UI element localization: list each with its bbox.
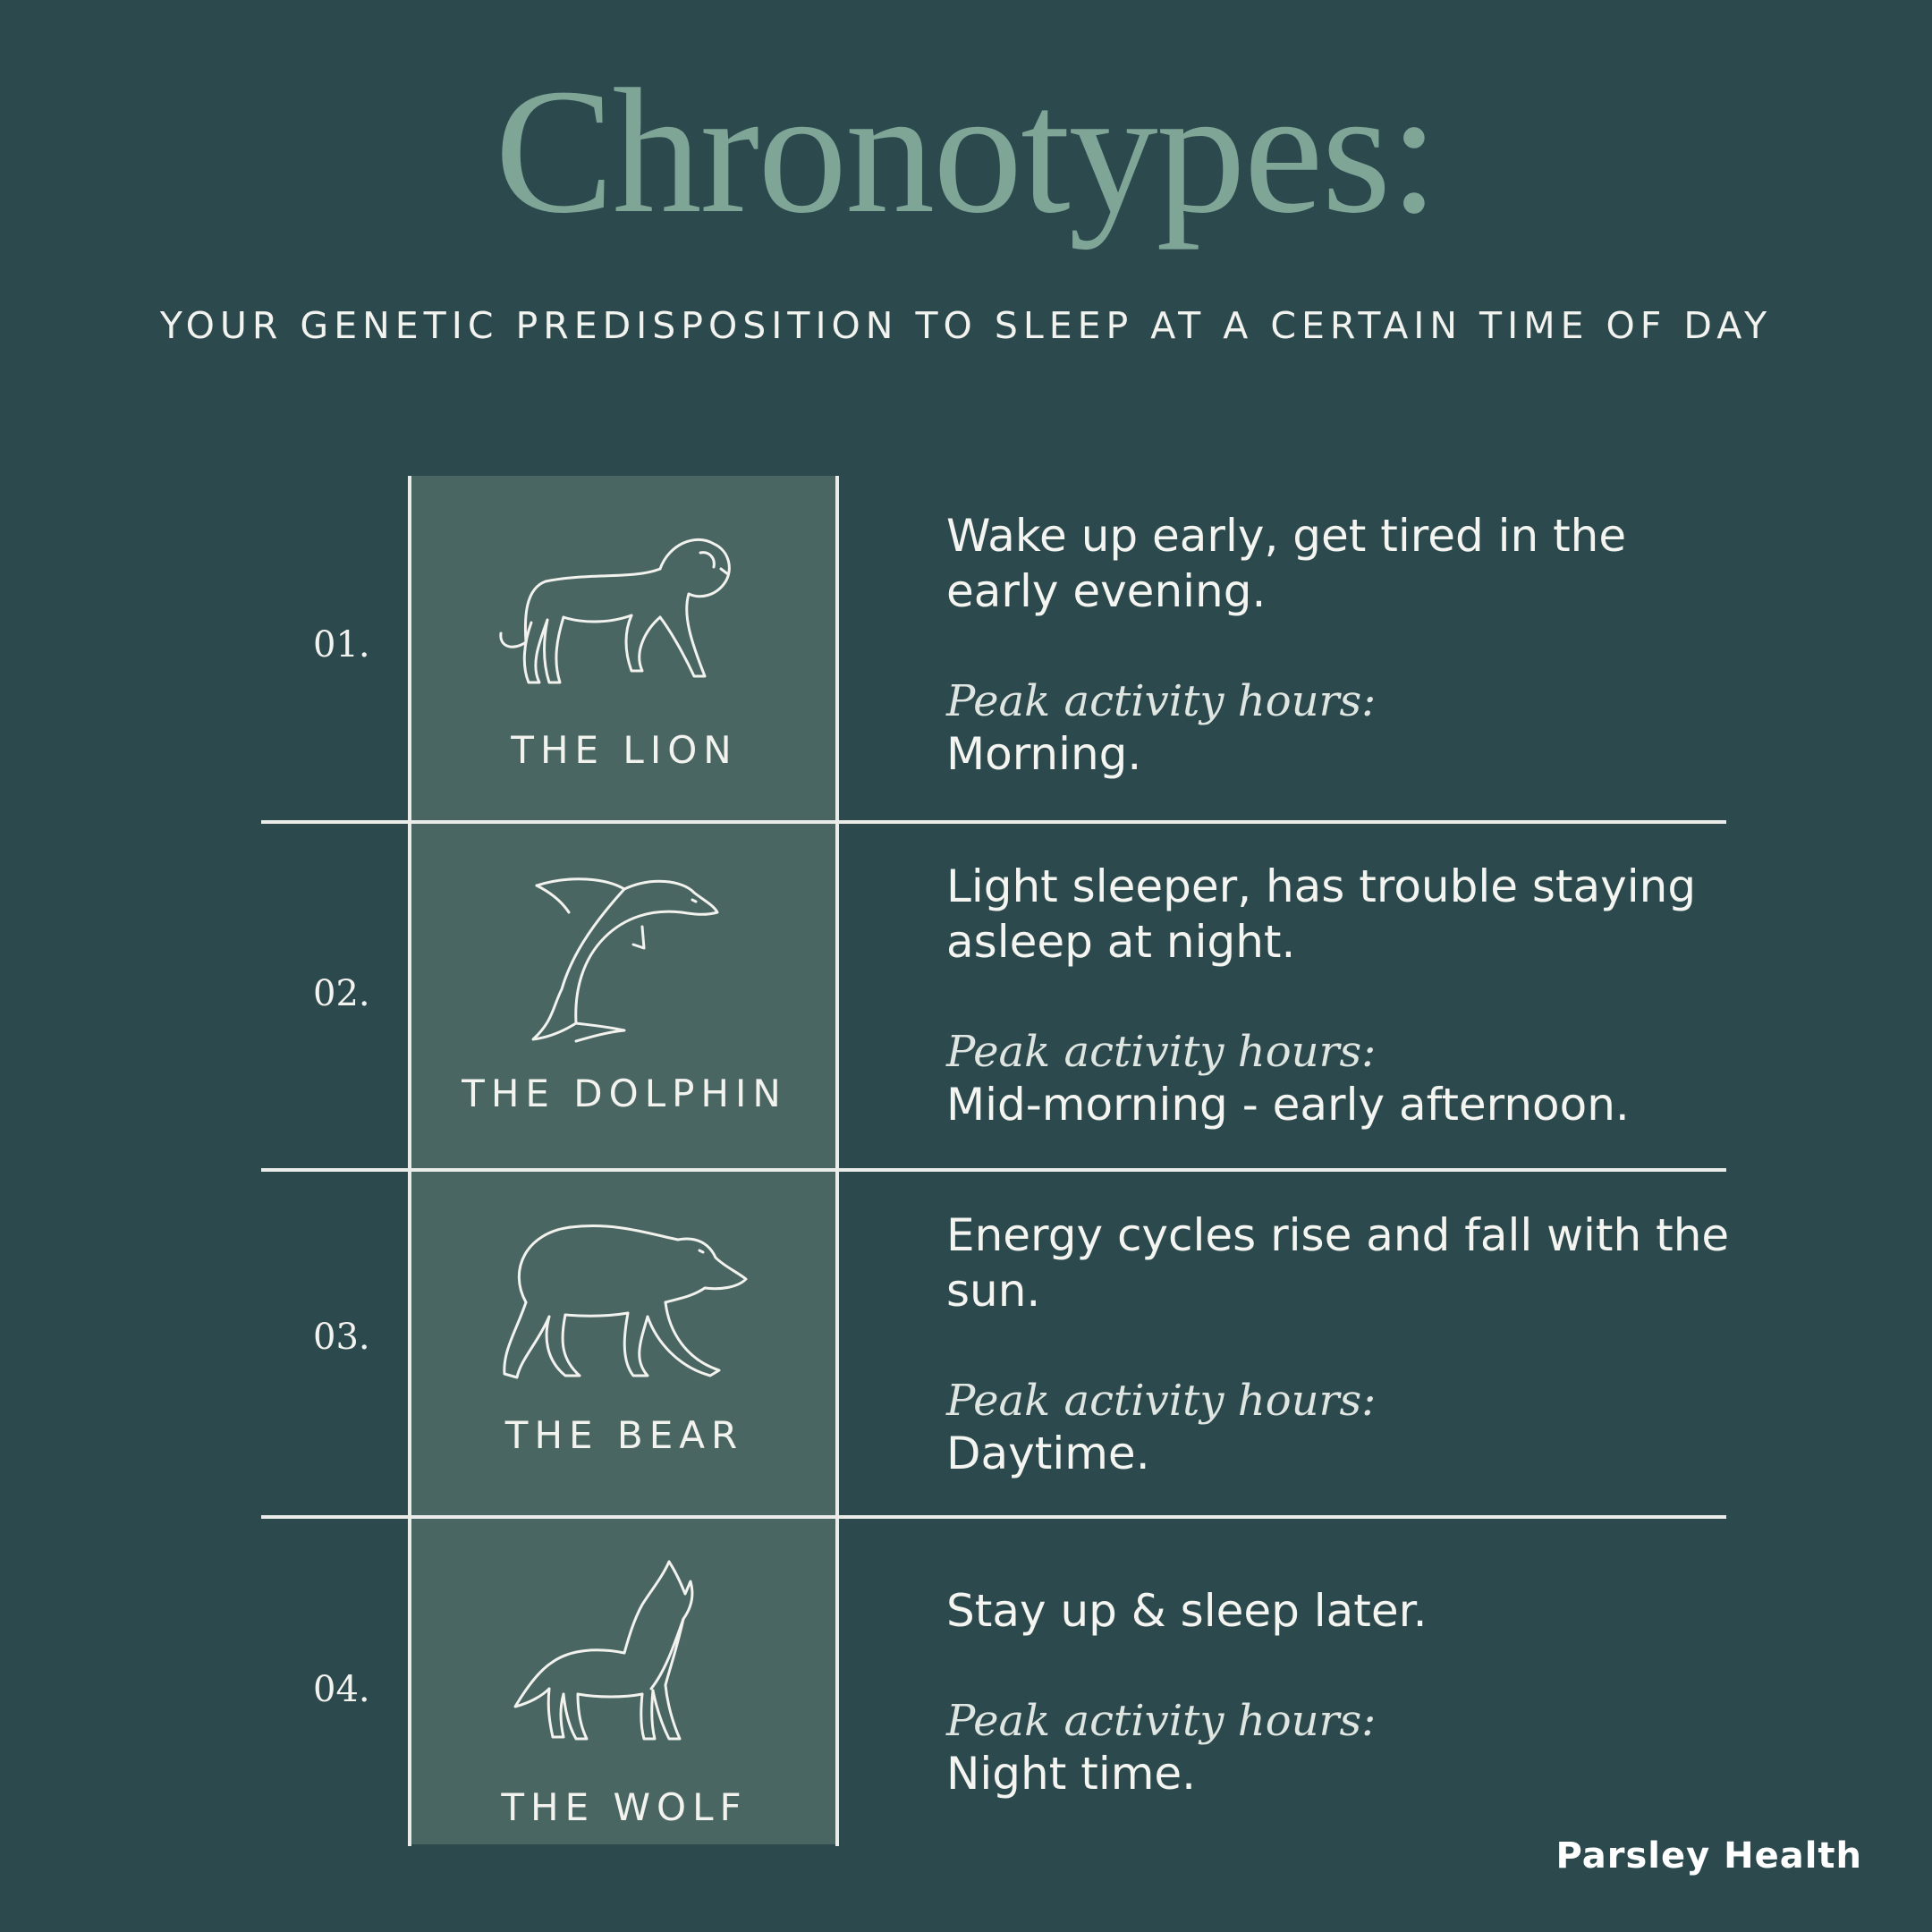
peak-activity-label: Peak activity hours:: [946, 1027, 1377, 1077]
page-title: Chronotypes:: [495, 53, 1437, 250]
page-subtitle: YOUR GENETIC PREDISPOSITION TO SLEEP AT A CERTAIN TIME OF DAY: [159, 304, 1773, 347]
lion-icon: [490, 517, 758, 696]
animal-name: THE BEAR: [504, 1413, 744, 1457]
peak-activity-label: Peak activity hours:: [946, 676, 1377, 726]
wolf-icon: [490, 1555, 758, 1751]
chronotype-description: Stay up & sleep later.: [946, 1585, 1428, 1637]
peak-activity-value: Night time.: [946, 1748, 1197, 1800]
peak-activity-label: Peak activity hours:: [946, 1376, 1377, 1426]
row-divider: [261, 1168, 1726, 1172]
bear-icon: [490, 1216, 758, 1386]
right-column-divider: [835, 476, 839, 1846]
row-number: 02.: [313, 973, 370, 1014]
row-divider: [261, 820, 1726, 824]
chronotype-description: Energy cycles rise and fall with the sun.: [946, 1209, 1730, 1317]
peak-activity-value: Morning.: [946, 728, 1142, 780]
row-number: 01.: [313, 624, 370, 665]
animal-name: THE WOLF: [501, 1785, 748, 1829]
dolphin-icon: [490, 873, 758, 1052]
chronotype-description: Light sleeper, has trouble staying asleep at night.: [946, 860, 1697, 968]
row-number: 04.: [313, 1669, 370, 1710]
chronotype-description: Wake up early, get tired in the early evening.: [946, 510, 1627, 617]
row-divider: [261, 1515, 1726, 1519]
animal-name: THE DOLPHIN: [462, 1072, 787, 1115]
left-column-divider: [408, 476, 411, 1846]
peak-activity-value: Mid-morning - early afternoon.: [946, 1079, 1630, 1131]
peak-activity-label: Peak activity hours:: [946, 1696, 1377, 1746]
brand-logo-text: Parsley Health: [1555, 1835, 1862, 1877]
peak-activity-value: Daytime.: [946, 1428, 1150, 1479]
animal-name: THE LION: [511, 728, 738, 772]
row-number: 03.: [313, 1317, 370, 1358]
